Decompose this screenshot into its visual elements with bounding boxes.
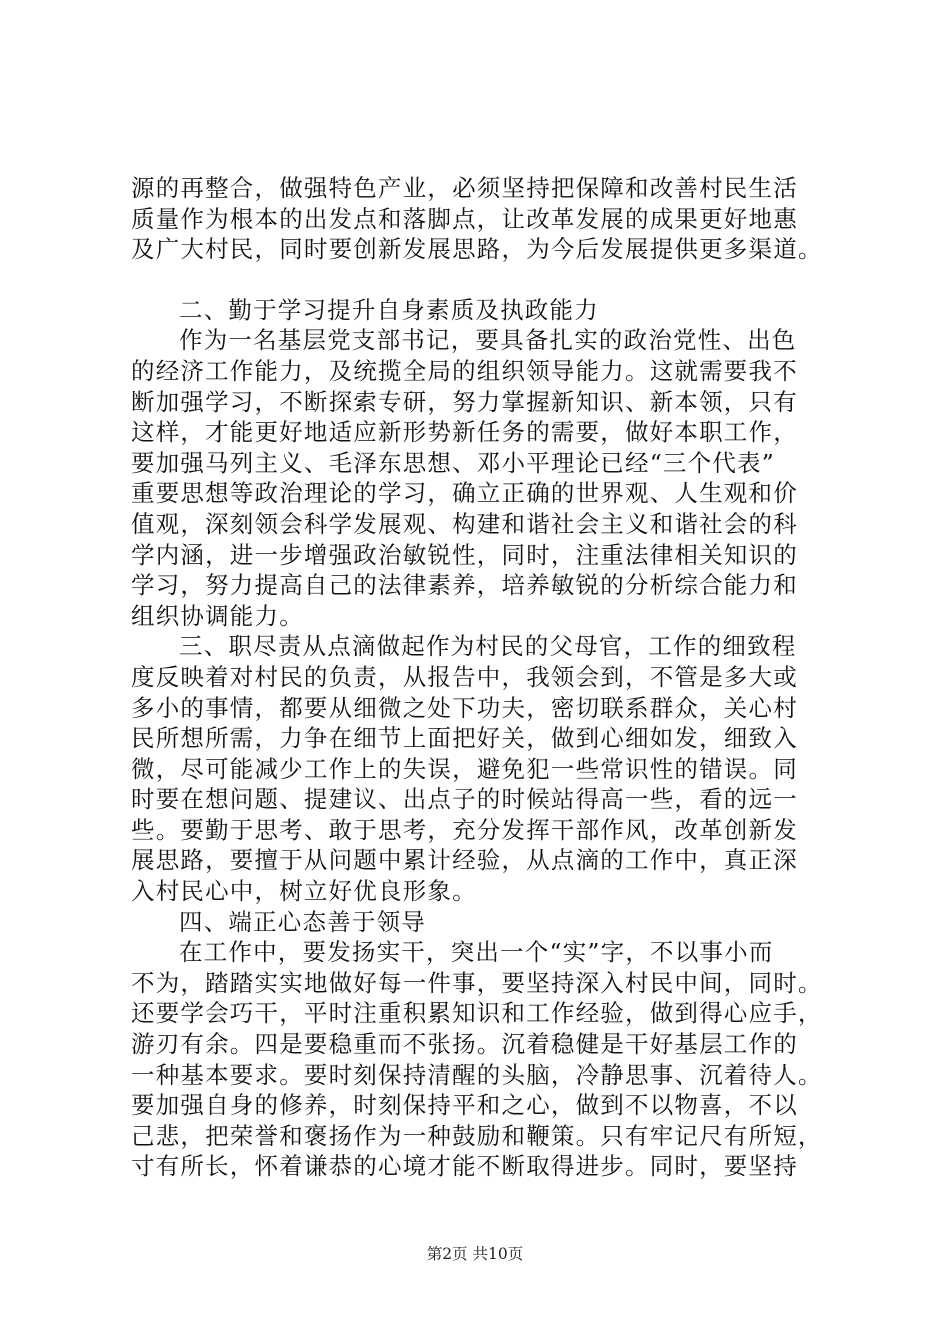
text-line: 一种基本要求。要时刻保持清醒的头脑，冷静思事、沉着待人。 [131, 1060, 823, 1089]
text-line: 游刃有余。四是要稳重而不张扬。沉着稳健是干好基层工作的 [131, 1030, 798, 1059]
text-line: 寸有所长，怀着谦恭的心境才能不断取得进步。同时，要坚持 [131, 1152, 798, 1181]
section-heading-3: 三、职尽责从点滴做起作为村民的父母官，工作的细致程 [179, 632, 797, 661]
text-line: 己悲，把荣誉和褒扬作为一种鼓励和鞭策。只有牢记尺有所短， [131, 1121, 823, 1150]
text-line: 要加强马列主义、毛泽东思想、邓小平理论已经“三个代表” [131, 448, 775, 477]
text-line: 重要思想等政治理论的学习，确立正确的世界观、人生观和价 [131, 479, 798, 508]
text-line: 的经济工作能力，及统揽全局的组织领导能力。这就需要我不 [131, 356, 798, 385]
text-line: 这样，才能更好地适应新形势新任务的需要，做好本职工作， [131, 418, 798, 447]
page-number-label: 第2页 共10页 [426, 1245, 524, 1263]
text-line: 多小的事情，都要从细微之处下功夫，密切联系群众，关心村 [131, 693, 798, 722]
text-line: 学内涵，进一步增强政治敏锐性，同时，注重法律相关知识的 [131, 540, 798, 569]
text-line: 微，尽可能减少工作上的失误，避免犯一些常识性的错误。同 [131, 754, 798, 783]
text-line: 组织协调能力。 [131, 601, 304, 630]
text-line: 学习，努力提高自己的法律素养，培养敏锐的分析综合能力和 [131, 571, 798, 600]
text-line: 民所想所需，力争在细节上面把好关，做到心细如发，细致入 [131, 724, 798, 753]
text-line: 值观，深刻领会科学发展观、构建和谐社会主义和谐社会的科 [131, 509, 798, 538]
document-body [131, 173, 847, 1182]
text-line: 度反映着对村民的负责，从报告中，我领会到，不管是多大或 [131, 662, 798, 691]
text-line: 展思路，要擅于从问题中累计经验，从点滴的工作中，真正深 [131, 846, 798, 875]
text-line: 断加强学习，不断探索专研，努力掌握新知识、新本领，只有 [131, 387, 798, 416]
text-line: 在工作中，要发扬实干，突出一个“实”字，不以事小而 [179, 938, 774, 967]
text-line: 还要学会巧干，平时注重积累知识和工作经验，做到得心应手， [131, 999, 823, 1028]
paragraph-gap [131, 265, 847, 295]
text-line: 要加强自身的修养，时刻保持平和之心，做到不以物喜，不以 [131, 1091, 798, 1120]
text-line: 入村民心中，树立好优良形象。 [131, 877, 477, 906]
text-line: 及广大村民，同时要创新发展思路，为今后发展提供更多渠道。 [131, 235, 823, 264]
text-line: 质量作为根本的出发点和落脚点，让改革发展的成果更好地惠 [131, 204, 798, 233]
text-line: 些。要勤于思考、敢于思考，充分发挥干部作风，改革创新发 [131, 815, 798, 844]
section-heading-2: 二、勤于学习提升自身素质及执政能力 [179, 295, 599, 324]
page-footer [0, 1244, 950, 1264]
text-line: 时要在想问题、提建议、出点子的时候站得高一些，看的远一 [131, 785, 798, 814]
section-heading-4: 四、端正心态善于领导 [179, 907, 426, 936]
text-line: 作为一名基层党支部书记，要具备扎实的政治党性、出色 [179, 326, 797, 355]
text-line: 源的再整合，做强特色产业，必须坚持把保障和改善村民生活 [131, 174, 798, 202]
text-line: 不为，踏踏实实地做好每一件事，要坚持深入村民中间，同时。 [131, 968, 823, 997]
